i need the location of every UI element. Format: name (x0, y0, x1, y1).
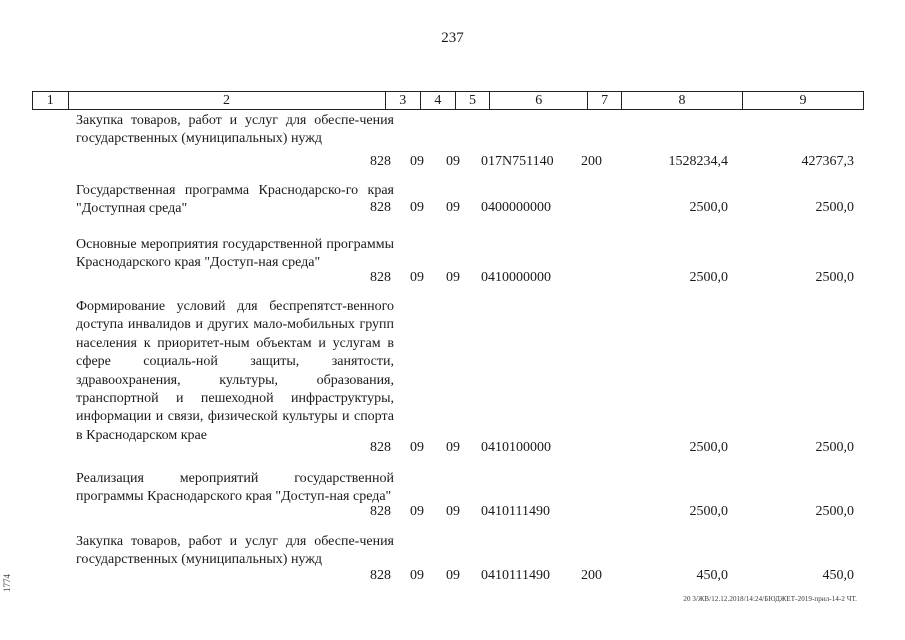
page-number: 237 (441, 30, 464, 46)
header-col-9: 9 (742, 92, 864, 109)
cell-amount-year1: 2500,0 (689, 200, 728, 215)
cell-amount-year1: 1528234,4 (668, 154, 728, 169)
cell-section: 09 (410, 440, 424, 455)
cell-amount-year1: 2500,0 (689, 504, 728, 519)
cell-section: 09 (410, 504, 424, 519)
cell-expense-type: 200 (581, 154, 602, 169)
header-col-8: 8 (621, 92, 742, 109)
header-col-3: 3 (385, 92, 421, 109)
cell-amount-year2: 2500,0 (815, 440, 854, 455)
row-description: Закупка товаров, работ и услуг для обеспе-чения государственных (муниципальных) нужд (76, 113, 394, 147)
cell-target-article: 0410111490 (481, 568, 550, 583)
cell-amount-year2: 450,0 (822, 568, 854, 583)
footer-document-code: 20 3/ЖВ/12.12.2018/14:24/БЮДЖЕТ-2019-прил-14-2 ЧТ. (683, 595, 857, 603)
header-col-5: 5 (455, 92, 490, 109)
cell-grbs: 828 (370, 440, 391, 455)
cell-grbs: 828 (370, 568, 391, 583)
row-description: Государственная программа Краснодарско-го края "Доступная среда" (76, 183, 394, 217)
cell-amount-year1: 2500,0 (689, 440, 728, 455)
cell-amount-year2: 2500,0 (815, 270, 854, 285)
cell-section: 09 (410, 154, 424, 169)
cell-amount-year1: 450,0 (696, 568, 728, 583)
row-description: Формирование условий для беспрепятст-венного доступа инвалидов и других мало-мобильных групп населения к приоритет-ным объектам и услугам в сфере социаль-ной защиты, занятости, здравоохранения, культуры, образования, транспортной и пешеходной инфраструктуры, информации и связи, физической культуры и спорта в Краснодарском крае (76, 299, 394, 443)
table-row (32, 533, 864, 589)
header-col-1: 1 (32, 92, 68, 109)
row-description: Закупка товаров, работ и услуг для обеспе-чения государственных (муниципальных) нужд (76, 534, 394, 568)
header-col-2: 2 (68, 92, 385, 109)
header-col-6: 6 (489, 92, 587, 109)
cell-target-article: 0410111490 (481, 504, 550, 519)
table-row (32, 182, 864, 222)
row-description: Основные мероприятия государственной программы Краснодарского края "Доступ-ная среда" (76, 237, 394, 271)
cell-section: 09 (410, 568, 424, 583)
cell-grbs: 828 (370, 200, 391, 215)
table-row (32, 298, 864, 468)
cell-amount-year2: 2500,0 (815, 200, 854, 215)
table-row (32, 470, 864, 526)
cell-target-article: 0410000000 (481, 270, 551, 285)
table-row (32, 112, 864, 172)
cell-subsection: 09 (446, 568, 460, 583)
table-row (32, 236, 864, 292)
cell-subsection: 09 (446, 270, 460, 285)
side-margin-mark: 1774 (2, 574, 12, 592)
cell-expense-type: 200 (581, 568, 602, 583)
cell-section: 09 (410, 200, 424, 215)
row-description: Реализация мероприятий государственной программы Краснодарского края "Доступ-ная среда" (76, 471, 394, 505)
cell-amount-year2: 2500,0 (815, 504, 854, 519)
cell-target-article: 0410100000 (481, 440, 551, 455)
cell-subsection: 09 (446, 154, 460, 169)
cell-subsection: 09 (446, 440, 460, 455)
cell-grbs: 828 (370, 270, 391, 285)
cell-amount-year1: 2500,0 (689, 270, 728, 285)
header-col-7: 7 (587, 92, 621, 109)
cell-section: 09 (410, 270, 424, 285)
cell-target-article: 0400000000 (481, 200, 551, 215)
table-header (32, 91, 864, 110)
cell-subsection: 09 (446, 200, 460, 215)
cell-amount-year2: 427367,3 (801, 154, 854, 169)
header-col-4: 4 (420, 92, 455, 109)
cell-grbs: 828 (370, 154, 391, 169)
cell-grbs: 828 (370, 504, 391, 519)
cell-subsection: 09 (446, 504, 460, 519)
cell-target-article: 017N751140 (481, 154, 554, 169)
